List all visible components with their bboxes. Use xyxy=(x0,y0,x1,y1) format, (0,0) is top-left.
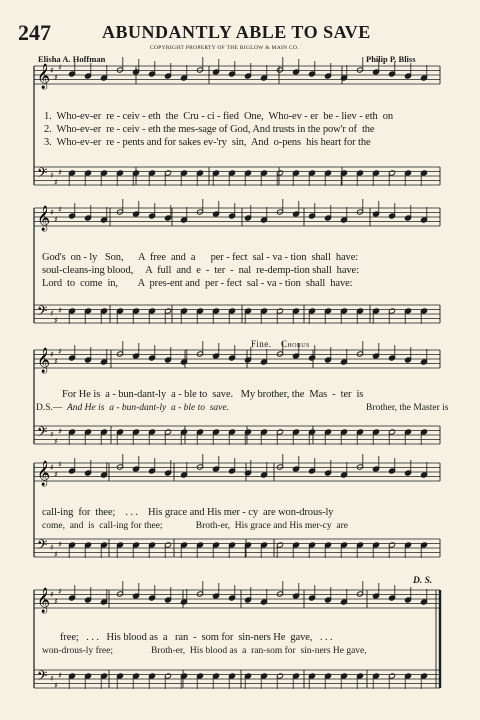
svg-text:𝄞: 𝄞 xyxy=(37,348,51,373)
svg-text:𝄞: 𝄞 xyxy=(37,64,51,89)
svg-text:♯: ♯ xyxy=(58,587,62,596)
svg-text:♯: ♯ xyxy=(54,597,58,606)
svg-text:♯: ♯ xyxy=(50,208,54,217)
refrain-line-2: Brother, the Master is xyxy=(366,403,449,413)
svg-text:♯: ♯ xyxy=(54,437,58,446)
svg-text:𝄞: 𝄞 xyxy=(37,588,51,613)
svg-text:𝄞: 𝄞 xyxy=(37,206,51,231)
svg-text:♯: ♯ xyxy=(50,309,54,318)
verse-1-line-2: God's on - ly Son, A free and a per - fect sal - va - tion shall have: xyxy=(42,252,359,263)
chorus-line-1: call-ing for thee; . . . His grace and His mer - cy are won-drous-ly xyxy=(42,507,334,518)
lyricist: Elisha A. Hoffman xyxy=(38,54,106,64)
ds-refrain: And He is a - bun-dant-ly a - ble to save. xyxy=(67,403,229,413)
svg-text:♯: ♯ xyxy=(54,357,58,366)
svg-text:♯: ♯ xyxy=(58,63,62,72)
svg-text:𝄞: 𝄞 xyxy=(37,461,51,486)
svg-text:♯: ♯ xyxy=(54,215,58,224)
svg-text:♯: ♯ xyxy=(58,427,62,436)
svg-text:♯: ♯ xyxy=(50,543,54,552)
svg-text:♯: ♯ xyxy=(50,590,54,599)
verse-3-line-2: Lord to come in, A pres-ent and per - fect sal - va - tion shall have: xyxy=(42,278,353,289)
hymn-title: ABUNDANTLY ABLE TO SAVE xyxy=(102,22,371,42)
refrain-line-1: For He is a - bun-dant-ly a - ble to save. My brother, the Mas - ter is xyxy=(62,389,364,400)
ds-prefix: D.S.— xyxy=(36,403,63,413)
verse-3-line-1: 3. Who-ev-er re - pents and for sakes ev-'ry sin, And o-pens his heart for the xyxy=(44,137,371,148)
verse-2-line-2: soul-cleans-ing blood, A full and e - ter - nal re-demp-tion shall have: xyxy=(42,265,359,276)
svg-text:♯: ♯ xyxy=(54,316,58,325)
verse-2-line-1: 2. Who-ev-er re - ceiv - eth the mes-sage of God, And trusts in the pow'r of the xyxy=(44,124,375,135)
ds-marking: D. S. xyxy=(413,576,433,586)
fine-marking: Fine. xyxy=(251,339,272,349)
copyright-notice: COPYRIGHT PROPERTY OF THE BIGLOW & MAIN CO. xyxy=(150,45,299,51)
svg-text:♯: ♯ xyxy=(50,171,54,180)
svg-text:♯: ♯ xyxy=(58,540,62,549)
svg-text:♯: ♯ xyxy=(54,73,58,82)
svg-text:♯: ♯ xyxy=(54,178,58,187)
svg-text:𝄢: 𝄢 xyxy=(37,303,48,322)
svg-text:♯: ♯ xyxy=(50,430,54,439)
svg-text:♯: ♯ xyxy=(58,347,62,356)
svg-text:𝄢: 𝄢 xyxy=(37,537,48,556)
svg-text:𝄢: 𝄢 xyxy=(37,165,48,184)
svg-text:♯: ♯ xyxy=(58,671,62,680)
verse-1-line-1: 1. Who-ev-er re - ceiv - eth the Cru - ci - fied One, Who-ev - er be - liev - eth on xyxy=(44,111,394,122)
svg-text:♯: ♯ xyxy=(58,306,62,315)
svg-text:♯: ♯ xyxy=(58,460,62,469)
chorus-line-4: won-drous-ly free; Broth-er, His blood as a ran-som for sin-ners He gave, xyxy=(42,646,367,656)
svg-text:♯: ♯ xyxy=(58,168,62,177)
svg-text:♯: ♯ xyxy=(50,66,54,75)
svg-text:𝄢: 𝄢 xyxy=(37,424,48,443)
svg-text:♯: ♯ xyxy=(54,550,58,559)
hymn-number: 247 xyxy=(18,20,51,45)
chorus-line-2: come, and is call-ing for thee; Broth-er, His grace and His mer-cy are xyxy=(42,521,348,531)
svg-text:♯: ♯ xyxy=(50,350,54,359)
svg-text:♯: ♯ xyxy=(50,463,54,472)
svg-text:♯: ♯ xyxy=(54,681,58,690)
chorus-marking: Chorus xyxy=(281,339,310,349)
svg-text:♯: ♯ xyxy=(50,674,54,683)
composer: Philip P. Bliss xyxy=(366,54,416,64)
svg-text:♯: ♯ xyxy=(58,205,62,214)
svg-text:𝄢: 𝄢 xyxy=(37,668,48,687)
svg-text:♯: ♯ xyxy=(54,470,58,479)
chorus-line-3: free; . . . His blood as a ran - som for sin-ners He gave, . . . xyxy=(60,632,333,643)
